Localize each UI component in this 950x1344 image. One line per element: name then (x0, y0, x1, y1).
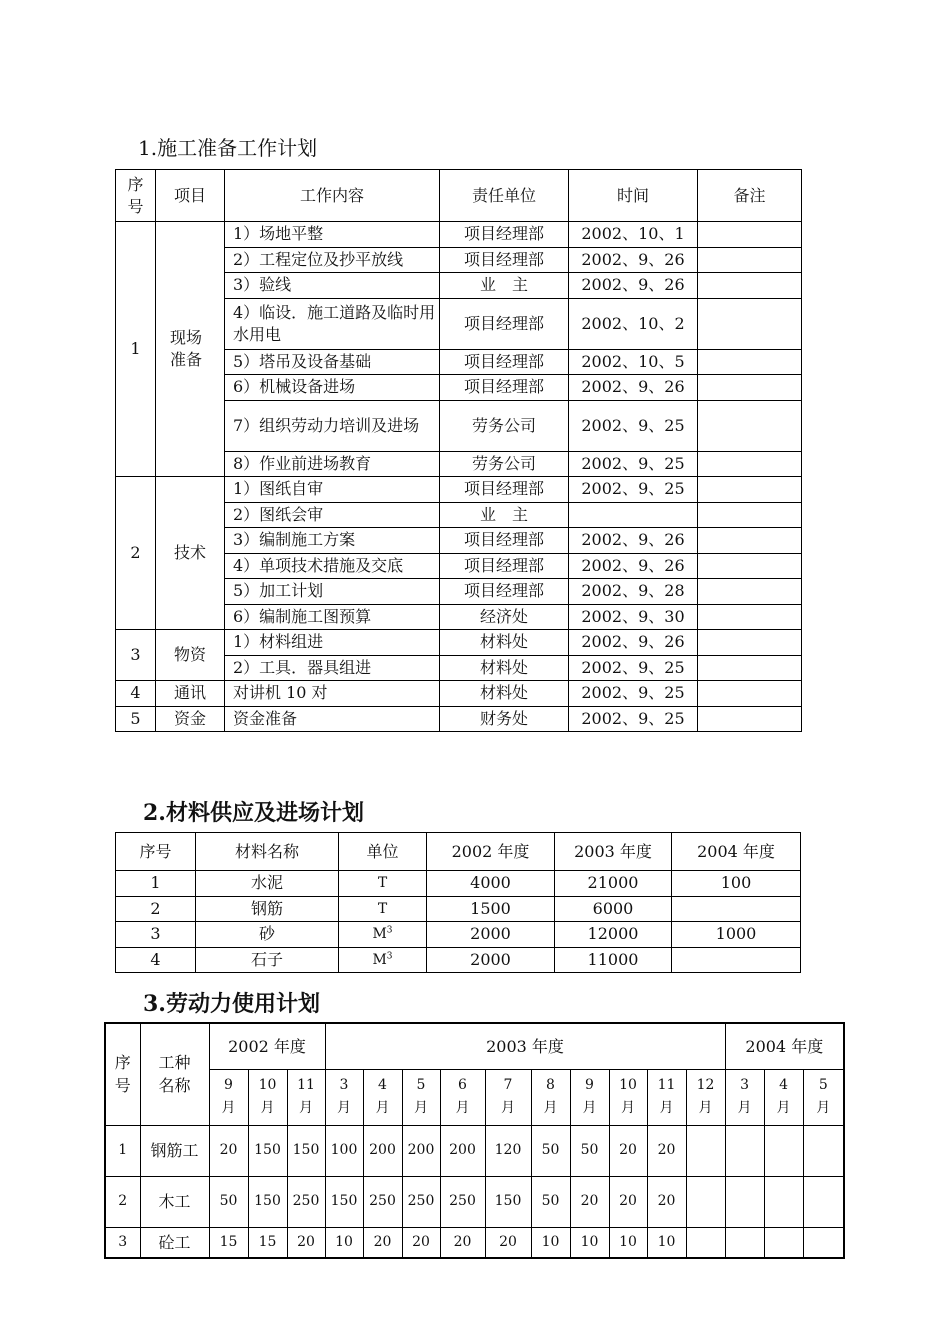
month-unit: 月 (659, 1100, 674, 1116)
labor-count: 20 (647, 1125, 686, 1176)
row-number: 1 (116, 871, 196, 897)
unit-superscript: 3 (386, 951, 393, 962)
unit-text: M (372, 926, 387, 943)
month-number: 4 (378, 1077, 387, 1093)
labor-count (764, 1227, 803, 1258)
labor-count: 150 (248, 1176, 287, 1227)
labor-count: 20 (647, 1176, 686, 1227)
month-header-row (105, 1069, 844, 1125)
responsible-unit: 业 主 (440, 502, 569, 528)
month-unit: 月 (698, 1100, 713, 1116)
column-header: 时间 (569, 170, 698, 222)
labor-count: 200 (363, 1125, 402, 1176)
work-content: 1）场地平整 (225, 222, 440, 248)
month-number: 3 (740, 1077, 749, 1093)
month-unit: 月 (337, 1100, 351, 1116)
group-name: 通讯 (156, 681, 225, 707)
month-header (531, 1069, 570, 1125)
labor-count (803, 1176, 844, 1227)
remark (698, 222, 802, 248)
month-header (363, 1069, 402, 1125)
column-header: 2004 年度 (672, 833, 801, 871)
labor-count: 100 (325, 1125, 363, 1176)
labor-count: 10 (531, 1227, 570, 1258)
work-content: 3）编制施工方案 (225, 528, 440, 554)
qty-2002: 4000 (427, 871, 555, 897)
labor-count: 15 (209, 1227, 248, 1258)
work-content: 对讲机 10 对 (225, 681, 440, 707)
table-row (116, 477, 802, 503)
labor-count: 20 (440, 1227, 485, 1258)
material-unit (339, 922, 427, 948)
group-name: 资金 (156, 706, 225, 732)
month-number: 9 (585, 1077, 594, 1093)
work-content: 4）单项技术措施及交底 (225, 553, 440, 579)
schedule-date: 2002、9、26 (569, 553, 698, 579)
responsible-unit: 劳务公司 (440, 451, 569, 477)
labor-count: 250 (402, 1176, 440, 1227)
schedule-date: 2002、9、30 (569, 604, 698, 630)
unit-text: T (377, 900, 388, 917)
table-row (116, 947, 801, 973)
month-number: 7 (503, 1077, 513, 1093)
table-row (116, 922, 801, 948)
column-header: 备注 (698, 170, 802, 222)
group-number: 2 (116, 477, 156, 630)
month-unit: 月 (621, 1100, 635, 1116)
group-name: 物资 (156, 630, 225, 681)
month-number: 10 (619, 1077, 637, 1093)
column-header: 2003 年度 (555, 833, 672, 871)
row-number: 1 (105, 1125, 140, 1176)
material-unit (339, 871, 427, 897)
schedule-date: 2002、9、26 (569, 247, 698, 273)
labor-count: 150 (325, 1176, 363, 1227)
responsible-unit: 项目经理部 (440, 579, 569, 605)
year-header: 2004 年度 (725, 1023, 844, 1069)
labor-count: 20 (287, 1227, 325, 1258)
remark (698, 247, 802, 273)
work-content: 1）材料组进 (225, 630, 440, 656)
prep-work-table (115, 169, 802, 732)
header-row (116, 833, 801, 871)
remark (698, 655, 802, 681)
remark (698, 477, 802, 503)
labor-count (803, 1125, 844, 1176)
schedule-date: 2002、9、25 (569, 451, 698, 477)
trade-name: 钢筋工 (140, 1125, 209, 1176)
responsible-unit: 项目经理部 (440, 528, 569, 554)
qty-2004: 100 (672, 871, 801, 897)
month-header (609, 1069, 647, 1125)
month-number: 3 (339, 1077, 349, 1093)
month-number: 11 (657, 1077, 676, 1093)
labor-count (803, 1227, 844, 1258)
month-unit: 月 (737, 1100, 752, 1116)
responsible-unit: 材料处 (440, 655, 569, 681)
labor-count: 250 (440, 1176, 485, 1227)
material-name: 砂 (196, 922, 339, 948)
labor-count: 250 (363, 1176, 402, 1227)
table-row (116, 222, 802, 248)
remark (698, 298, 802, 349)
unit-text: M (372, 951, 387, 968)
month-number: 5 (818, 1077, 828, 1093)
work-content: 资金准备 (225, 706, 440, 732)
material-name: 水泥 (196, 871, 339, 897)
month-header (570, 1069, 609, 1125)
material-name: 钢筋 (196, 896, 339, 922)
schedule-date: 2002、9、25 (569, 706, 698, 732)
labor-count: 250 (287, 1176, 325, 1227)
month-number: 11 (297, 1077, 315, 1093)
month-number: 12 (696, 1077, 715, 1093)
remark (698, 604, 802, 630)
month-unit: 月 (582, 1100, 597, 1116)
labor-plan-table (104, 1022, 845, 1259)
responsible-unit: 项目经理部 (440, 298, 569, 349)
responsible-unit: 项目经理部 (440, 349, 569, 375)
month-header (325, 1069, 363, 1125)
labor-count: 20 (570, 1176, 609, 1227)
month-unit: 月 (299, 1100, 313, 1116)
labor-count: 20 (402, 1227, 440, 1258)
labor-count (725, 1176, 764, 1227)
group-name: 技术 (156, 477, 225, 630)
remark (698, 553, 802, 579)
month-unit: 月 (501, 1100, 515, 1116)
qty-2004 (672, 947, 801, 973)
labor-count: 20 (485, 1227, 531, 1258)
qty-2003: 12000 (555, 922, 672, 948)
labor-count: 15 (248, 1227, 287, 1258)
unit-text: T (377, 875, 388, 892)
group-number: 5 (116, 706, 156, 732)
material-unit (339, 896, 427, 922)
labor-count: 50 (531, 1125, 570, 1176)
column-header: 材料名称 (196, 833, 339, 871)
group-number: 1 (116, 222, 156, 477)
month-header (287, 1069, 325, 1125)
material-name: 石子 (196, 947, 339, 973)
group-number: 4 (116, 681, 156, 707)
group-name: 现场准备 (156, 222, 225, 477)
month-header (248, 1069, 287, 1125)
remark (698, 706, 802, 732)
work-content: 4）临设．施工道路及临时用水用电 (225, 298, 440, 349)
section3-title: 3.劳动力使用计划 (143, 991, 320, 1017)
column-header: 序号 (116, 170, 156, 222)
month-number: 4 (779, 1077, 788, 1093)
header-row (116, 170, 802, 222)
schedule-date: 2002、10、1 (569, 222, 698, 248)
responsible-unit: 业 主 (440, 273, 569, 299)
qty-2003: 6000 (555, 896, 672, 922)
responsible-unit: 材料处 (440, 681, 569, 707)
work-content: 7）组织劳动力培训及进场 (225, 400, 440, 451)
qty-2002: 1500 (427, 896, 555, 922)
trade-name: 砼工 (140, 1227, 209, 1258)
row-number: 2 (105, 1176, 140, 1227)
month-header (440, 1069, 485, 1125)
responsible-unit: 项目经理部 (440, 375, 569, 401)
labor-count: 150 (287, 1125, 325, 1176)
remark (698, 273, 802, 299)
column-header: 责任单位 (440, 170, 569, 222)
row-number: 2 (116, 896, 196, 922)
qty-2003: 11000 (555, 947, 672, 973)
remark (698, 528, 802, 554)
month-header (209, 1069, 248, 1125)
work-content: 8）作业前进场教育 (225, 451, 440, 477)
table-row (105, 1125, 844, 1176)
column-header: 序号 (116, 833, 196, 871)
section1-title: 1.施工准备工作计划 (138, 136, 318, 160)
labor-count (725, 1227, 764, 1258)
month-header (402, 1069, 440, 1125)
remark (698, 630, 802, 656)
table-row (116, 896, 801, 922)
month-unit: 月 (375, 1100, 390, 1116)
qty-2004 (672, 896, 801, 922)
schedule-date: 2002、9、26 (569, 630, 698, 656)
remark (698, 451, 802, 477)
labor-count (686, 1176, 725, 1227)
month-unit: 月 (776, 1100, 791, 1116)
column-header: 单位 (339, 833, 427, 871)
labor-count (764, 1176, 803, 1227)
labor-count: 20 (363, 1227, 402, 1258)
material-unit (339, 947, 427, 973)
labor-count: 20 (609, 1125, 647, 1176)
month-unit: 月 (455, 1100, 470, 1116)
labor-count: 20 (609, 1176, 647, 1227)
responsible-unit: 财务处 (440, 706, 569, 732)
remark (698, 502, 802, 528)
month-unit: 月 (816, 1100, 831, 1116)
row-number: 3 (116, 922, 196, 948)
section2-title: 2.材料供应及进场计划 (143, 800, 364, 826)
labor-count: 150 (485, 1176, 531, 1227)
row-number: 4 (116, 947, 196, 973)
labor-count: 200 (402, 1125, 440, 1176)
work-content: 6）机械设备进场 (225, 375, 440, 401)
month-header (647, 1069, 686, 1125)
responsible-unit: 项目经理部 (440, 477, 569, 503)
labor-count (725, 1125, 764, 1176)
month-header (764, 1069, 803, 1125)
trade-name: 木工 (140, 1176, 209, 1227)
column-header: 工作内容 (225, 170, 440, 222)
schedule-date: 2002、9、26 (569, 375, 698, 401)
labor-count (764, 1125, 803, 1176)
month-number: 6 (458, 1077, 467, 1093)
labor-count (686, 1227, 725, 1258)
remark (698, 579, 802, 605)
schedule-date: 2002、9、25 (569, 477, 698, 503)
labor-count: 50 (531, 1176, 570, 1227)
column-header: 项目 (156, 170, 225, 222)
schedule-date: 2002、9、28 (569, 579, 698, 605)
month-number: 9 (224, 1077, 233, 1093)
responsible-unit: 劳务公司 (440, 400, 569, 451)
month-unit: 月 (260, 1100, 275, 1116)
schedule-date: 2002、9、25 (569, 655, 698, 681)
unit-superscript: 3 (386, 925, 393, 936)
work-content: 3）验线 (225, 273, 440, 299)
remark (698, 349, 802, 375)
schedule-date: 2002、9、25 (569, 681, 698, 707)
labor-count: 20 (209, 1125, 248, 1176)
labor-count: 120 (485, 1125, 531, 1176)
schedule-date: 2002、9、26 (569, 273, 698, 299)
year-header: 2003 年度 (325, 1023, 725, 1069)
qty-2002: 2000 (427, 922, 555, 948)
year-header: 2002 年度 (209, 1023, 325, 1069)
table-row (116, 681, 802, 707)
labor-count: 50 (570, 1125, 609, 1176)
work-content: 1）图纸自审 (225, 477, 440, 503)
labor-count: 10 (325, 1227, 363, 1258)
month-unit: 月 (543, 1100, 558, 1116)
month-unit: 月 (414, 1100, 428, 1116)
qty-2003: 21000 (555, 871, 672, 897)
labor-count: 200 (440, 1125, 485, 1176)
work-content: 2）工具．器具组进 (225, 655, 440, 681)
remark (698, 375, 802, 401)
month-number: 10 (258, 1077, 277, 1093)
schedule-date: 2002、9、26 (569, 528, 698, 554)
month-number: 8 (546, 1077, 555, 1093)
labor-count: 10 (570, 1227, 609, 1258)
labor-count (686, 1125, 725, 1176)
schedule-date: 2002、10、2 (569, 298, 698, 349)
month-header (725, 1069, 764, 1125)
table-row (116, 871, 801, 897)
schedule-date (569, 502, 698, 528)
responsible-unit: 材料处 (440, 630, 569, 656)
labor-count: 50 (209, 1176, 248, 1227)
work-content: 5）加工计划 (225, 579, 440, 605)
remark (698, 400, 802, 451)
qty-2002: 2000 (427, 947, 555, 973)
month-unit: 月 (221, 1100, 236, 1116)
table-row (105, 1176, 844, 1227)
labor-count: 10 (609, 1227, 647, 1258)
responsible-unit: 项目经理部 (440, 247, 569, 273)
year-header-row (105, 1023, 844, 1069)
work-content: 2）图纸会审 (225, 502, 440, 528)
work-content: 6）编制施工图预算 (225, 604, 440, 630)
responsible-unit: 项目经理部 (440, 222, 569, 248)
responsible-unit: 经济处 (440, 604, 569, 630)
month-header (803, 1069, 844, 1125)
qty-2004: 1000 (672, 922, 801, 948)
month-header (485, 1069, 531, 1125)
group-number: 3 (116, 630, 156, 681)
column-header-number: 序号 (105, 1023, 140, 1125)
labor-count: 150 (248, 1125, 287, 1176)
labor-count: 10 (647, 1227, 686, 1258)
work-content: 5）塔吊及设备基础 (225, 349, 440, 375)
table-row (105, 1227, 844, 1258)
column-header-trade: 工种名称 (140, 1023, 209, 1125)
month-header (686, 1069, 725, 1125)
responsible-unit: 项目经理部 (440, 553, 569, 579)
row-number: 3 (105, 1227, 140, 1258)
table-row (116, 706, 802, 732)
column-header: 2002 年度 (427, 833, 555, 871)
month-number: 5 (416, 1077, 426, 1093)
remark (698, 681, 802, 707)
work-content: 2）工程定位及抄平放线 (225, 247, 440, 273)
table-row (116, 630, 802, 656)
schedule-date: 2002、9、25 (569, 400, 698, 451)
material-supply-table (115, 832, 801, 973)
schedule-date: 2002、10、5 (569, 349, 698, 375)
